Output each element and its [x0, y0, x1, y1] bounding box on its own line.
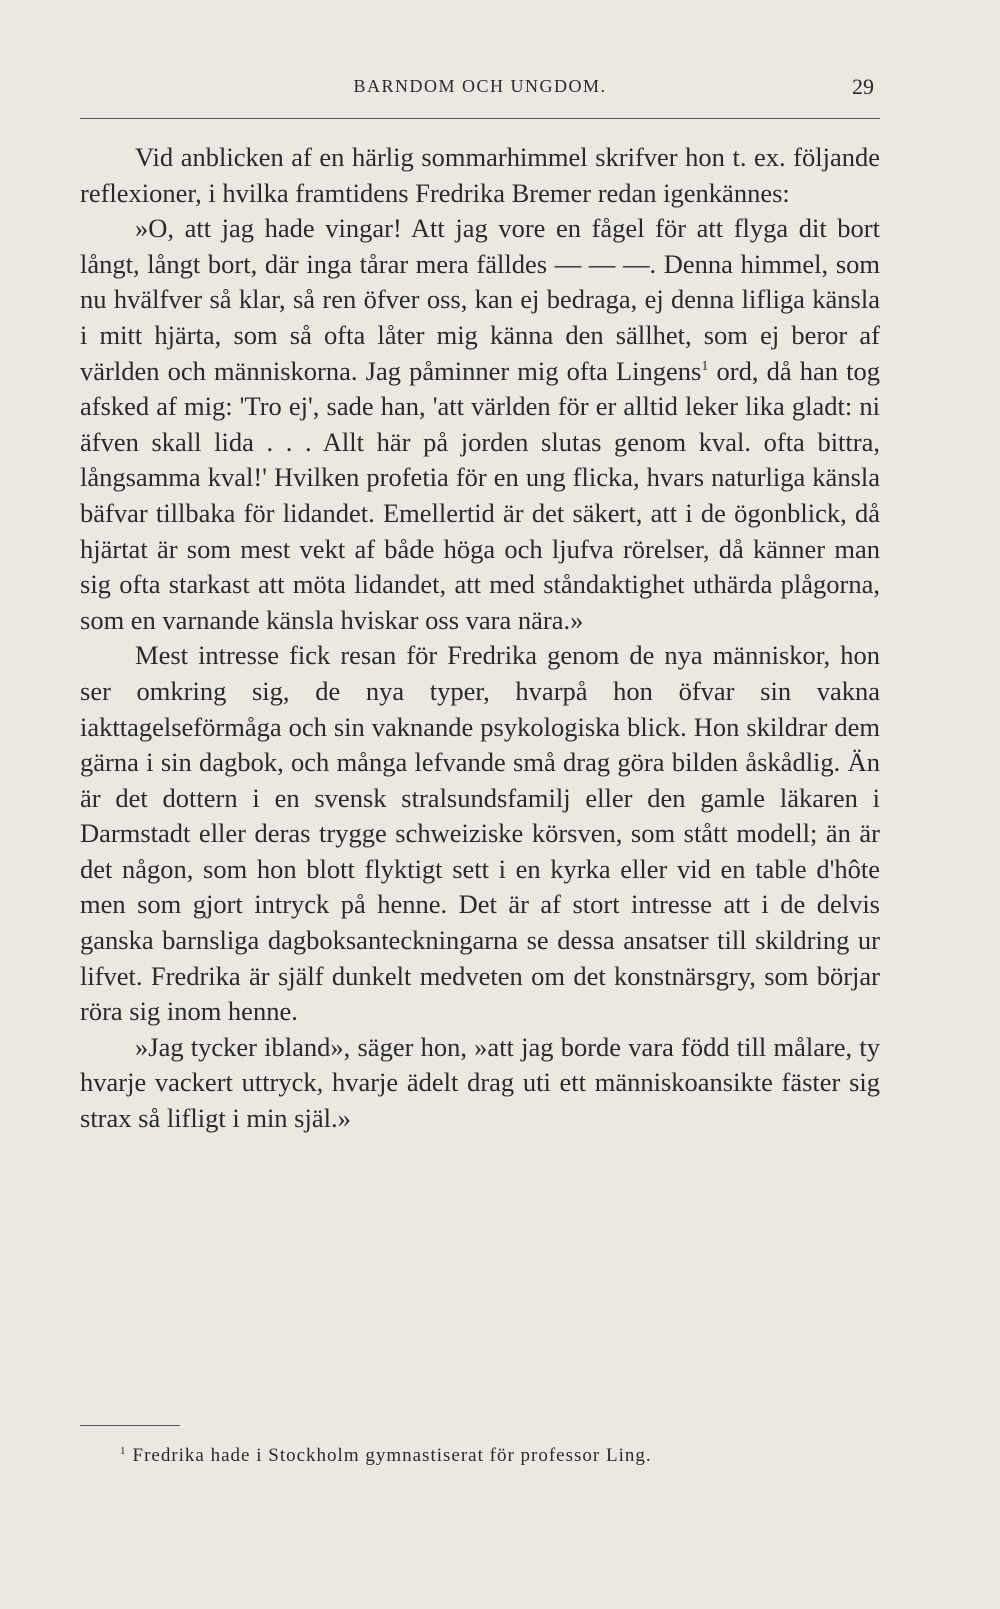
footnote-reference: 1 — [701, 358, 709, 374]
paragraph-text: Mest intresse fick resan för Fredrika genom de nya människor, hon ser omkring sig, de nya typer, hvarpå hon öfvar sin vakna iakttagelseförmåga och sin vaknande psykologiska blick. Hon skildrar dem gärna i sin dagbok, och många lefvande små drag göra bilden åskådlig. Än är det dottern i en svensk stralsundsfamilj eller den gamle läkaren i Darmstadt eller deras trygge schweiziske körsven, som stått modell; än är det någon, som hon blott flyktigt sett i en kyrka eller vid en table d'hôte men som gjort intryck på henne. Det är af stort intresse att i de delvis ganska barnsliga dagboksanteckningarna se dessa ansatser till skildring ur lifvet. Fredrika är själf dunkelt medveten om det konstnärsgry, som börjar röra sig inom henne. — [80, 640, 880, 1027]
paragraph-text: »O, att jag hade vingar! Att jag vore en fågel för att flyga dit bort långt, långt bort, där inga tårar mera fälldes — — —. Denna himmel, som nu hvälfver så klar, så ren öfver oss, kan ej bedraga, ej denna lifliga känsla i mitt hjärta, som så ofta låter mig känna den sällhet, som ej beror af världen och människorna. Jag påminner mig ofta Lingens — [80, 213, 880, 386]
paragraph-text: »Jag tycker ibland», säger hon, »att jag borde vara född till målare, ty hvarje vackert uttryck, hvarje ädelt drag uti ett människoansikte fäster sig strax så lifligt i min själ.» — [80, 1031, 880, 1134]
footnote-rule — [80, 1425, 180, 1426]
paragraph-1 — [80, 140, 880, 211]
paragraph-4 — [80, 1030, 880, 1137]
body-text — [80, 140, 880, 1137]
paragraph-text: Vid anblicken af en härlig sommarhimmel skrifver hon t. ex. följande reflexioner, i hvilka framtidens Fredrika Bremer redan igenkännes: — [80, 142, 880, 208]
page-number: 29 — [852, 74, 874, 99]
paragraph-text: ord, då han tog afsked af mig: 'Tro ej', sade han, 'att världen för er alltid leker lika gladt: ni äfven skall lida . . . Allt här på jorden slutas genom kval. ofta bittra, långsamma kval!' Hvilken profetia för en ung flicka, hvars naturliga känsla bäfvar tillbaka för lidandet. Emellertid är det säkert, att i de ögonblick, då hjärtat är som mest vekt af både höga och ljufva rörelser, då känner man sig ofta starkast att möta lidandet, att med ståndaktighet uthärda plågorna, som en varnande känsla hviskar oss vara nära.» — [80, 355, 880, 635]
footnote-mark: 1 — [120, 1444, 127, 1457]
header-rule — [80, 118, 880, 119]
footnote-text: Fredrika hade i Stockholm gymnastiserat för professor Ling. — [132, 1445, 652, 1466]
running-head — [80, 74, 880, 104]
footnote — [120, 1443, 880, 1469]
paragraph-3 — [80, 638, 880, 1030]
paragraph-2-quote — [80, 211, 880, 638]
running-title: BARNDOM OCH UNGDOM. — [353, 76, 607, 96]
